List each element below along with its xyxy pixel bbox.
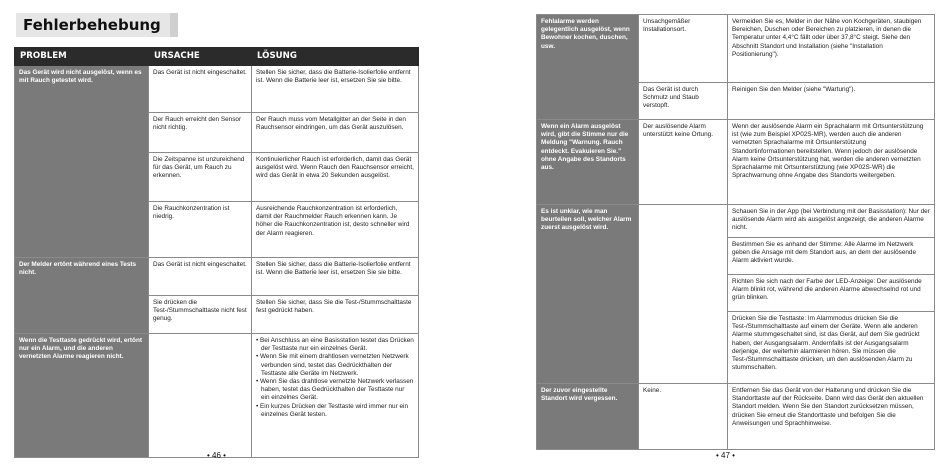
problem-cell: Der zuvor eingestellte Standort wird vergessen. <box>537 384 639 450</box>
table-row <box>15 66 419 113</box>
solution-cell: Stellen Sie sicher, dass die Batterie-Isolierfolie entfernt ist. Wenn die Batterie leer ist, ersetzen Sie sie bitte. <box>252 66 419 113</box>
table-row <box>537 384 935 450</box>
cause-cell <box>639 205 728 384</box>
solution-list-item: • Ein kurzes Drücken der Testtaste wird immer nur ein einzelnes Gerät testen. <box>256 403 414 419</box>
table-row <box>537 15 935 83</box>
header-loesung: LÖSUNG <box>252 48 419 66</box>
cause-cell: Das Gerät ist nicht eingeschaltet. <box>149 66 252 113</box>
solution-list-item: • Bei Anschluss an eine Basisstation testet das Drücken der Testtaste nur ein einzelnes Gerät. <box>256 337 414 353</box>
problem-cell: Fehlalarme werden gelegentlich ausgelöst, wenn Bewohner kochen, duschen, usw. <box>537 15 639 120</box>
table-row <box>15 258 419 296</box>
solution-list-item: • Wenn Sie mit einem drahtlosen vernetzten Netzwerk verbunden sind, testet das Gedrückthalten der Testtaste alle Geräte im Netzwerk. <box>256 353 414 378</box>
solution-cell: Richten Sie sich nach der Farbe der LED-Anzeige: Der auslösende Alarm blinkt rot, während die anderen Alarme abwechselnd rot und grün blinken. <box>728 275 935 312</box>
cause-cell: Sie drücken die Test-/Stummschalttaste nicht fest genug. <box>149 296 252 334</box>
solution-cell <box>252 334 419 458</box>
table-row <box>537 205 935 238</box>
cause-cell: Keine. <box>639 384 728 450</box>
cause-cell: Die Rauchkonzentration ist niedrig. <box>149 202 252 258</box>
solution-list-item: • Wenn Sie das drahtlose vernetzte Netzwerk verlassen haben, testet das Gedrückthalten der Testtaste nur ein einzelnes Gerät. <box>256 378 414 403</box>
problem-cell: Es ist unklar, wie man beurteilen soll, welcher Alarm zuerst ausgelöst wird. <box>537 205 639 384</box>
cause-cell: Der auslösende Alarm unterstützt keine Ortung. <box>639 120 728 205</box>
solution-cell: Wenn der auslösende Alarm ein Sprachalarm mit Ortsunterstützung ist (wie zum Beispiel XP02S-MR), werden auch die anderen vernetzten Sprachalarme mit Ortsunterstützung Standortinformationen bereitstellen. Wenn jedoch der auslösende Alarm keine Ortsunterstützung hat, werden die anderen vernetzten Sprachalarme mit Ortsunterstützung (wie XP02S-WR) die Sprachwarnung ohne Angabe des Standorts weitergeben. <box>728 120 935 205</box>
page-number-left: • 46 • <box>207 451 226 460</box>
cause-cell: Das Gerät ist nicht eingeschaltet. <box>149 258 252 296</box>
solution-cell: Drücken Sie die Testtaste: Im Alarmmodus drücken Sie die Test-/Stummschalttaste auf einem der Geräte. Wenn alle anderen Alarme stummgeschaltet sind, ist das Gerät, auf dem Sie gedrückt haben, der Ausgangsalarm. Andernfalls ist der Ausgangsalarm derjenige, der weiterhin alarmieren hören. Sie müssen die Test-/Stummschalttaste drücken, um den auslösenden Alarm zu stummschalten. <box>728 312 935 384</box>
table-header-row <box>15 48 419 66</box>
problem-cell: Das Gerät wird nicht ausgelöst, wenn es mit Rauch getestet wird. <box>15 66 149 258</box>
cause-cell: Der Rauch erreicht den Sensor nicht richtig. <box>149 113 252 153</box>
solution-cell: Ausreichende Rauchkonzentration ist erforderlich, damit der Rauchmelder Rauch erkennen kann. Je höher die Rauchkonzentration ist, desto schneller wird der Alarm reagieren. <box>252 202 419 258</box>
table-row <box>537 120 935 205</box>
page-number-right: • 47 • <box>716 451 735 460</box>
solution-list <box>256 337 414 419</box>
problem-cell: Wenn die Testtaste gedrückt wird, ertönt nur ein Alarm, und die anderen vernetzten Alarme reagieren nicht. <box>15 334 149 458</box>
troubleshooting-table-right <box>536 14 935 450</box>
header-ursache: URSACHE <box>149 48 252 66</box>
solution-cell: Schauen Sie in der App (bei Verbindung mit der Basisstation): Nur der auslösende Alarm wird als ausgelöst angezeigt, die anderen Alarme nicht. <box>728 205 935 238</box>
cause-cell <box>149 334 252 458</box>
header-problem: PROBLEM <box>15 48 149 66</box>
table-row <box>15 334 419 458</box>
troubleshooting-table-left <box>14 47 419 458</box>
problem-cell: Wenn ein Alarm ausgelöst wird, gibt die Stimme nur die Meldung "Warnung. Rauch entdeckt. Evakuieren Sie." ohne Angabe des Standorts aus. <box>537 120 639 205</box>
solution-cell: Entfernen Sie das Gerät von der Halterung und drücken Sie die Standorttaste auf der Rückseite. Dann wird das Gerät den aktuellen Standort melden. Wenn Sie den Standort zurücksetzen müssen, drücken Sie erneut die Standorttaste und befolgen Sie die Anweisungen und Sprachhinweise. <box>728 384 935 450</box>
solution-cell: Stellen Sie sicher, dass die Batterie-Isolierfolie entfernt ist. Wenn die Batterie leer ist, ersetzen Sie sie bitte. <box>252 258 419 296</box>
solution-cell: Stellen Sie sicher, dass Sie die Test-/Stummschalttaste fest gedrückt haben. <box>252 296 419 334</box>
solution-cell: Der Rauch muss vom Metallgitter an der Seite in den Rauchsensor eindringen, um das Gerät auszulösen. <box>252 113 419 153</box>
cause-cell: Unsachgemäßer Installationsort. <box>639 15 728 83</box>
cause-cell: Die Zeitspanne ist unzureichend für das Gerät, um Rauch zu erkennen. <box>149 153 252 202</box>
solution-cell: Reinigen Sie den Melder (siehe "Wartung"). <box>728 83 935 120</box>
problem-cell: Der Melder ertönt während eines Tests nicht. <box>15 258 149 334</box>
solution-cell: Bestimmen Sie es anhand der Stimme: Alle Alarme im Netzwerk geben die Ansage mit dem Standort aus, an dem der auslösende Alarm aktiviert wurde. <box>728 238 935 275</box>
cause-cell: Das Gerät ist durch Schmutz und Staub verstopft. <box>639 83 728 120</box>
solution-cell: Vermeiden Sie es, Melder in der Nähe von Kochgeräten, staubigen Bereichen, Duschen oder Bereichen zu platzieren, in denen die Temperatur unter 4,4°C fällt oder über 37,8°C steigt. Siehe den Abschnitt Standort und Installation (siehe "Installation Positionierung"). <box>728 15 935 83</box>
page-title: Fehlerbehebung <box>16 13 178 37</box>
solution-cell: Kontinuierlicher Rauch ist erforderlich, damit das Gerät ausgelöst wird. Wenn Rauch den Rauchsensor erreicht, wird das Gerät in etwa 20 Sekunden ausgelöst. <box>252 153 419 202</box>
